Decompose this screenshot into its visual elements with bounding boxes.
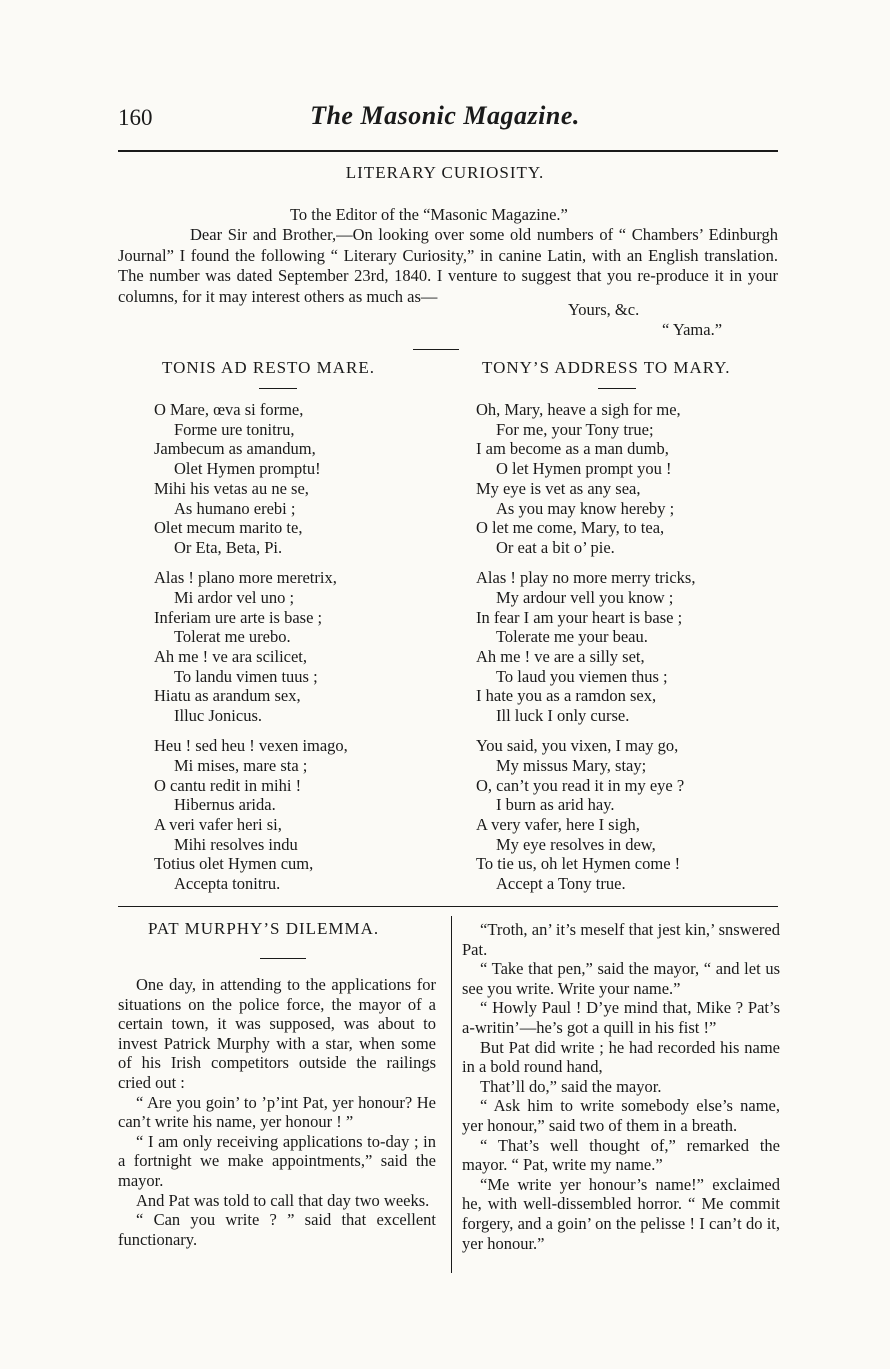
english-line: O let me come, Mary, to tea, bbox=[476, 518, 665, 538]
latin-line: Alas ! plano more meretrix, bbox=[154, 568, 337, 588]
english-poem-title: TONY’S ADDRESS TO MARY. bbox=[482, 358, 731, 377]
section-rule bbox=[413, 349, 459, 350]
english-poem bbox=[476, 400, 695, 904]
latin-poem bbox=[154, 400, 348, 904]
english-line: Ah me ! ve are a silly set, bbox=[476, 646, 645, 666]
english-line: O, can’t you read it in my eye ? bbox=[476, 775, 685, 795]
story-paragraph: “ Can you write ? ” said that excellent functionary. bbox=[118, 1210, 436, 1249]
story-paragraph: “ That’s well thought of,” remarked the mayor. “ Pat, write my name.” bbox=[462, 1135, 780, 1175]
english-stanza bbox=[476, 400, 695, 558]
english-line: My ardour vell you know ; bbox=[496, 587, 674, 607]
latin-line: Illuc Jonicus. bbox=[174, 706, 262, 726]
letter-closing: Yours, &c. bbox=[568, 300, 640, 319]
latin-line: To landu vimen tuus ; bbox=[174, 666, 318, 686]
latin-line: Inferiam ure arte is base ; bbox=[154, 607, 323, 627]
story-paragraph: “ Ask him to write somebody else’s name, yer honour,” said two of them in a breath. bbox=[462, 1096, 780, 1135]
latin-title-rule bbox=[259, 388, 297, 389]
story-paragraph: But Pat did write ; he had recorded his name in a bold round hand, bbox=[462, 1037, 780, 1077]
latin-line: Mihi resolves indu bbox=[174, 834, 298, 854]
english-line: I hate you as a ramdon sex, bbox=[476, 686, 657, 706]
story-paragraph: “ Howly Paul ! D’ye mind that, Mike ? Pat’s a-writin’—he’s got a quill in his fist !” bbox=[462, 998, 780, 1037]
english-line: O let Hymen prompt you ! bbox=[496, 459, 672, 479]
english-line: My missus Mary, stay; bbox=[496, 755, 647, 775]
english-line: I am become as a man dumb, bbox=[476, 439, 669, 459]
running-title: The Masonic Magazine. bbox=[310, 101, 580, 130]
story-paragraph: “ I am only receiving applications to-day ; in a fortnight we make appointments,” said the mayor. bbox=[118, 1131, 436, 1190]
latin-stanza bbox=[154, 736, 348, 894]
latin-line: Mi ardor vel uno ; bbox=[174, 587, 295, 607]
english-line: You said, you vixen, I may go, bbox=[476, 736, 679, 756]
latin-line: A veri vafer heri si, bbox=[154, 815, 282, 835]
latin-stanza bbox=[154, 568, 348, 726]
english-line: I burn as arid hay. bbox=[496, 795, 615, 815]
story-paragraph: “Troth, an’ it’s meself that jest kin,’ snswered Pat. bbox=[462, 920, 780, 959]
story-paragraph: And Pat was told to call that day two weeks. bbox=[136, 1190, 430, 1210]
english-line: In fear I am your heart is base ; bbox=[476, 607, 683, 627]
english-stanza bbox=[476, 736, 695, 894]
story-paragraph: One day, in attending to the applications for situations on the police force, the mayor of a certain town, it was supposed, was about to invest Patrick Murphy with a star, when some of his Irish competitors outside the railings cried out : bbox=[118, 975, 436, 1092]
english-stanza bbox=[476, 568, 695, 726]
letter-signature: “ Yama.” bbox=[662, 320, 723, 339]
latin-line: Mihi his vetas au ne se, bbox=[154, 478, 309, 498]
latin-line: Olet mecum marito te, bbox=[154, 518, 303, 538]
english-line: Accept a Tony true. bbox=[496, 874, 626, 894]
latin-line: Jambecum as amandum, bbox=[154, 439, 316, 459]
latin-line: Mi mises, mare sta ; bbox=[174, 755, 308, 775]
latin-line: As humano erebi ; bbox=[174, 498, 296, 518]
story-paragraph: “Me write yer honour’s name!” exclaimed he, with well-dissembled horror. “ Me commit forgery, and a goin’ on the pelisse ! I can’t do it, yer honour.” bbox=[462, 1174, 780, 1253]
story-column-left bbox=[118, 975, 436, 1249]
story-paragraph: That’ll do,” said the mayor. bbox=[480, 1076, 662, 1096]
latin-line: Totius olet Hymen cum, bbox=[154, 854, 314, 874]
letter-salutation: To the Editor of the “Masonic Magazine.” bbox=[290, 205, 568, 224]
latin-line: O Mare, œva si forme, bbox=[154, 400, 304, 419]
story-column-right bbox=[462, 920, 780, 1253]
english-line: To tie us, oh let Hymen come ! bbox=[476, 854, 681, 874]
english-line: My eye resolves in dew, bbox=[496, 834, 656, 854]
latin-poem-title: TONIS AD RESTO MARE. bbox=[162, 358, 376, 377]
article-separator-rule bbox=[118, 906, 778, 907]
latin-line: O cantu redit in mihi ! bbox=[154, 775, 302, 795]
latin-line: Heu ! sed heu ! vexen imago, bbox=[154, 736, 348, 756]
english-line: My eye is vet as any sea, bbox=[476, 478, 641, 498]
english-line: Alas ! play no more merry tricks, bbox=[476, 568, 696, 588]
article-title-literary-curiosity: LITERARY CURIOSITY. bbox=[345, 163, 545, 182]
latin-line: Or Eta, Beta, Pi. bbox=[174, 537, 283, 557]
latin-line: Hiatu as arandum sex, bbox=[154, 686, 301, 706]
english-title-rule bbox=[598, 388, 636, 389]
english-line: Oh, Mary, heave a sigh for me, bbox=[476, 400, 681, 419]
article2-title-rule bbox=[260, 958, 306, 959]
latin-line: Accepta tonitru. bbox=[174, 874, 281, 894]
latin-line: Olet Hymen promptu! bbox=[174, 459, 321, 479]
english-line: Tolerate me your beau. bbox=[496, 627, 648, 647]
english-line: For me, your Tony true; bbox=[496, 419, 654, 439]
page-number: 160 bbox=[118, 105, 153, 130]
english-line: To laud you viemen thus ; bbox=[496, 666, 668, 686]
latin-line: Forme ure tonitru, bbox=[174, 419, 295, 439]
article-title-pat-murphy: PAT MURPHY’S DILEMMA. bbox=[148, 919, 380, 938]
latin-line: Tolerat me urebo. bbox=[174, 627, 291, 647]
latin-stanza bbox=[154, 400, 348, 558]
column-divider bbox=[451, 916, 452, 1273]
english-line: Ill luck I only curse. bbox=[496, 706, 630, 726]
latin-line: Hibernus arida. bbox=[174, 795, 276, 815]
letter-body: Dear Sir and Brother,—On looking over some old numbers of “ Chambers’ Edinburgh Journal” I found the following “ Literary Curiosity,” in canine Latin, with an English translation. The number was dated September 23rd, 1840. I venture to suggest that you re-produce it in your columns, for it may interest others as much as— bbox=[118, 225, 778, 306]
story-paragraph: “ Take that pen,” said the mayor, “ and let us see you write. Write your name.” bbox=[462, 959, 780, 998]
english-line: As you may know hereby ; bbox=[496, 498, 675, 518]
english-line: A very vafer, here I sigh, bbox=[476, 815, 640, 835]
latin-line: Ah me ! ve ara scilicet, bbox=[154, 646, 308, 666]
header-rule bbox=[118, 150, 778, 152]
english-line: Or eat a bit o’ pie. bbox=[496, 537, 615, 557]
story-paragraph: “ Are you goin’ to ’p’int Pat, yer honour? He can’t write his name, yer honour ! ” bbox=[118, 1092, 436, 1132]
